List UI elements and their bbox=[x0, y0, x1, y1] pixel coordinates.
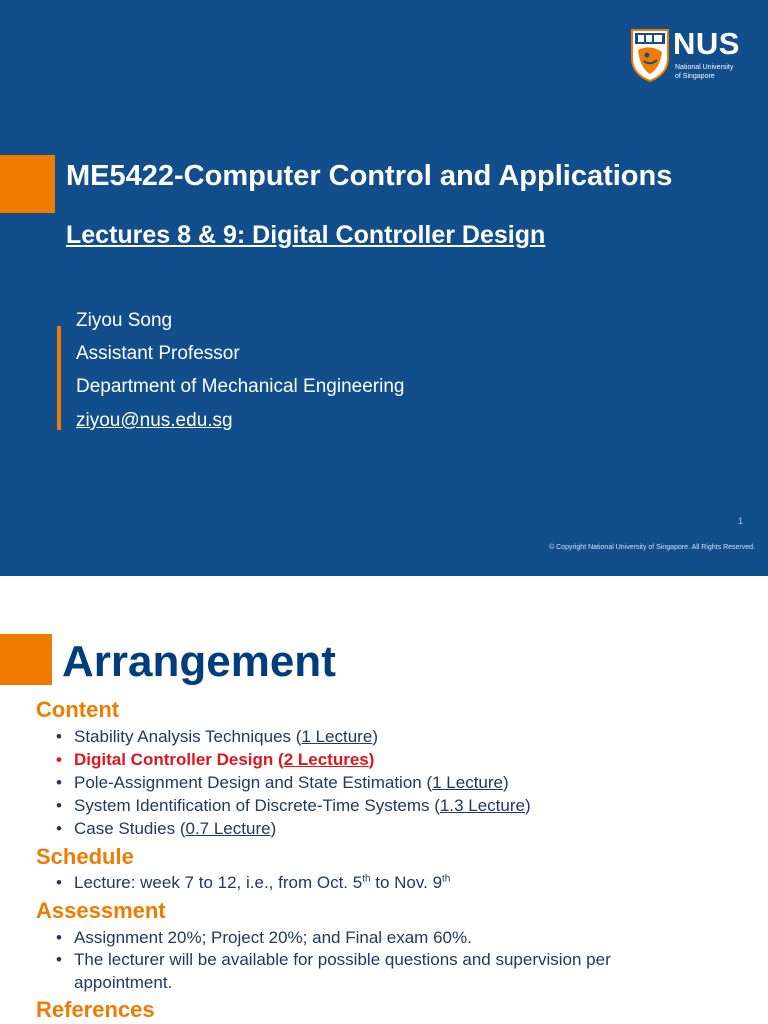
presenter-accent-bar bbox=[57, 326, 61, 430]
arrangement-accent-block bbox=[0, 634, 52, 685]
content-item: • Pole-Assignment Design and State Estimation (1 Lecture) bbox=[56, 773, 509, 792]
copyright-notice: © Copyright National University of Singapore. All Rights Reserved. bbox=[549, 544, 755, 551]
presenter-department: Department of Mechanical Engineering bbox=[76, 376, 405, 397]
nus-logo bbox=[630, 28, 748, 84]
content-item: • Case Studies (0.7 Lecture) bbox=[56, 819, 277, 838]
content-heading: Content bbox=[36, 697, 120, 722]
lecture-count-link[interactable]: 1.3 Lecture bbox=[439, 796, 525, 815]
content-item: • Stability Analysis Techniques (1 Lecture) bbox=[56, 727, 378, 746]
lecture-count-link[interactable]: 2 Lectures bbox=[283, 750, 369, 769]
bullet-icon: • bbox=[56, 928, 62, 947]
content-item-highlighted: • Digital Controller Design (2 Lectures) bbox=[56, 750, 375, 769]
presenter-email-link[interactable]: ziyou@nus.edu.sg bbox=[76, 410, 233, 431]
title-accent-block bbox=[0, 155, 55, 213]
bullet-icon: • bbox=[56, 873, 62, 892]
presenter-name: Ziyou Song bbox=[76, 310, 173, 331]
bullet-icon: • bbox=[56, 750, 62, 769]
bullet-icon: • bbox=[56, 819, 62, 838]
assessment-heading: Assessment bbox=[36, 898, 166, 923]
logo-text: NUS bbox=[673, 26, 740, 61]
bullet-icon: • bbox=[56, 950, 62, 969]
lecture-count-link[interactable]: 1 Lecture bbox=[301, 727, 373, 746]
logo-subtitle-line2: of Singapore bbox=[675, 73, 715, 80]
schedule-heading: Schedule bbox=[36, 844, 134, 869]
course-title: ME5422-Computer Control and Applications bbox=[66, 160, 673, 192]
content-item: • System Identification of Discrete-Time Systems (1.3 Lecture) bbox=[56, 796, 531, 815]
assessment-item-continuation: appointment. bbox=[74, 973, 173, 992]
assessment-item: • Assignment 20%; Project 20%; and Final exam 60%. bbox=[56, 928, 472, 947]
references-heading: References bbox=[36, 997, 155, 1022]
schedule-item: • Lecture: week 7 to 12, i.e., from Oct. 5th to Nov. 9th bbox=[56, 873, 451, 892]
assessment-item: • The lecturer will be available for possible questions and supervision per bbox=[56, 950, 611, 969]
nus-crest-icon bbox=[630, 28, 670, 82]
page-number: 1 bbox=[738, 516, 744, 526]
lecture-title: Lectures 8 & 9: Digital Controller Design bbox=[66, 221, 546, 249]
bullet-icon: • bbox=[56, 727, 62, 746]
bullet-icon: • bbox=[56, 796, 62, 815]
lecture-count-link[interactable]: 0.7 Lecture bbox=[185, 819, 271, 838]
lecture-count-link[interactable]: 1 Lecture bbox=[432, 773, 504, 792]
logo-subtitle-line1: National University bbox=[675, 64, 734, 71]
arrangement-slide bbox=[0, 576, 768, 1024]
slide-title: Arrangement bbox=[62, 637, 336, 686]
bullet-icon: • bbox=[56, 773, 62, 792]
presenter-position: Assistant Professor bbox=[76, 343, 240, 364]
